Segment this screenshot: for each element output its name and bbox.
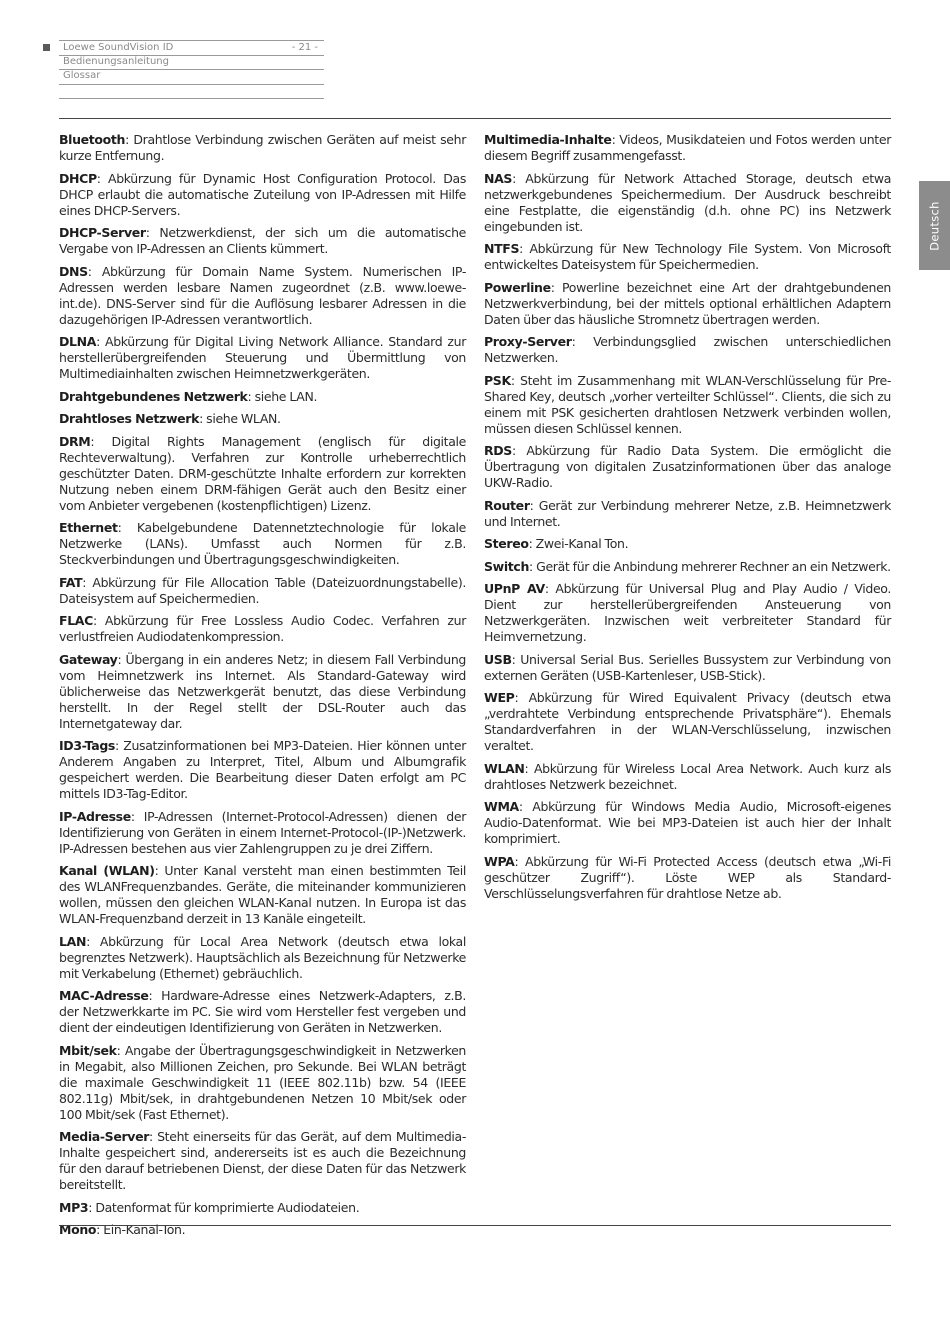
- glossary-entry: [484, 690, 891, 754]
- glossary-term: Mbit/sek: [59, 1042, 117, 1058]
- glossary-term: DNS: [59, 263, 88, 279]
- glossary-definition: : Abkürzung für Dynamic Host Configuration Protocol. Das DHCP erlaubt die automatische Zuteilung von IP-Adressen mit Hilfe eines DHCP-Servers.: [59, 170, 466, 218]
- glossary-definition: : siehe WLAN.: [199, 411, 281, 426]
- glossary-definition: : Abkürzung für New Technology File System. Von Microsoft entwickeltes Dateisystem für Speichermedien.: [484, 241, 891, 272]
- header-rule: [59, 84, 324, 85]
- header-chapter: Glossar: [63, 70, 101, 81]
- header-bullet: [43, 44, 50, 51]
- glossary-term: Mono: [59, 1222, 97, 1237]
- glossary-entry: [59, 1129, 466, 1193]
- glossary-definition: : Abkürzung für Wi-Fi Protected Access (deutsch etwa „Wi-Fi geschützer Zugriff“). Löste WEP als Standard-Verschlüsselungsverfahren für drahtlose Netze ab.: [484, 853, 891, 901]
- glossary-term: PSK: [484, 372, 511, 388]
- glossary-entry: [59, 334, 466, 382]
- glossary-entry: [59, 1043, 466, 1123]
- glossary-entry: [59, 434, 466, 514]
- glossary-entry: [59, 809, 466, 857]
- glossary-definition: : Drahtlose Verbindung zwischen Geräten auf meist sehr kurze Entfernung.: [59, 132, 466, 163]
- glossary-definition: : Gerät zur Verbindung mehrerer Netze, z.B. Heimnetzwerk und Internet.: [484, 497, 891, 529]
- glossary-term: DHCP-Server: [59, 225, 146, 240]
- glossary-term: Powerline: [484, 279, 551, 295]
- glossary-entry: [484, 373, 891, 437]
- glossary-term: Stereo: [484, 536, 529, 551]
- glossary-term: Multimedia-Inhalte: [484, 132, 612, 147]
- glossary-term: DRM: [59, 433, 91, 449]
- glossary-entry: [484, 559, 891, 575]
- glossary-definition: : Hardware-Adresse eines Netzwerk-Adapters, z.B. der Netzwerkkarte im PC. Sie wird vom Hersteller fest vergeben und dient der eindeutigen Identifizierung von Geräten in Netzwerken.: [59, 988, 466, 1035]
- glossary-entry: [484, 761, 891, 793]
- glossary-term: IP-Adresse: [59, 808, 131, 824]
- glossary-term: Router: [484, 497, 530, 513]
- glossary-entry: [59, 225, 466, 257]
- glossary-entry: [484, 536, 891, 552]
- glossary-definition: : Abkürzung für Radio Data System. Die ermöglicht die Übertragung von digitalen Zusatzinformationen über das analoge UKW-Radio.: [484, 443, 891, 490]
- glossary-definition: : Videos, Musikdateien und Fotos werden unter diesem Begriff zusammengefasst.: [484, 132, 891, 163]
- glossary-definition: : Abkürzung für Windows Media Audio, Microsoft-eigenes Audio-Datenformat. Wie bei MP3-Dateien ist auch hier der Inhalt komprimiert.: [484, 799, 891, 846]
- glossary-term: NAS: [484, 170, 513, 186]
- glossary-definition: : Abkürzung für Wireless Local Area Network. Auch kurz als drahtloses Netzwerk bezeichnet.: [484, 760, 891, 792]
- glossary-entry: [59, 1200, 466, 1216]
- glossary-term: Bluetooth: [59, 132, 126, 147]
- glossary-definition: : Digital Rights Management (englisch für digitale Rechteverwaltung). Verfahren zur Kontrolle urheberrechtlich geschützter Daten. DRM-geschützte Inhalte erfordern zur korrekten Nutzung neben einem DRM-fähigen Gerät auch den Besitz einer vom Anbieter vergebenen (kostenpflichtigen) Lizenz.: [59, 433, 466, 513]
- glossary-term: Gateway: [59, 651, 118, 667]
- glossary-definition: : Abkürzung für Digital Living Network Alliance. Standard zur herstellerübergreifenden Steuerung und Übermittlung von Multimediainhalten zwischen Heimnetzwerkgeräten.: [59, 334, 466, 381]
- glossary-entry: [59, 171, 466, 219]
- glossary-right-column: [484, 132, 891, 908]
- glossary-entry: [59, 520, 466, 568]
- glossary-entry: [59, 264, 466, 328]
- glossary-term: Media-Server: [59, 1129, 150, 1144]
- language-tab[interactable]: [919, 181, 950, 270]
- glossary-term: Switch: [484, 558, 530, 574]
- glossary-definition: : Kabelgebundene Datennetztechnologie für lokale Netzwerke (LANs). Umfasst auch Normen für z.B. Steckverbindungen und Übertragungsgeschwindigkeiten.: [59, 520, 466, 567]
- glossary-term: LAN: [59, 933, 87, 949]
- glossary-definition: : Unter Kanal versteht man einen bestimmten Teil des WLANFrequenzbandes. Geräte, die miteinander kommunizieren wollen, müssen den gleichen WLAN-Kanal nutzen. In Europa ist das WLAN-Frequenzband derzeit in 13 Kanäle eingeteilt.: [59, 863, 466, 926]
- glossary-definition: : Netzwerkdienst, der sich um die automatische Vergabe von IP-Adressen an Clients kümmert.: [59, 225, 466, 256]
- glossary-entry: [484, 652, 891, 684]
- glossary-definition: : Datenformat für komprimierte Audiodateien.: [88, 1199, 360, 1215]
- glossary-term: WMA: [484, 799, 519, 814]
- glossary-term: FLAC: [59, 613, 93, 628]
- glossary-term: DHCP: [59, 170, 97, 186]
- glossary-entry: [484, 171, 891, 235]
- header-product-row: [63, 42, 318, 54]
- glossary-entry: [59, 652, 466, 732]
- glossary-definition: : Zusatzinformationen bei MP3-Dateien. Hier können unter Anderem Angaben zu Interpret, Titel, Album und Albumgrafik gespeichert werden. Die Bearbeitung dieser Daten erfolgt am PC mittels ID3-Tag-Editor.: [59, 738, 466, 801]
- glossary-definition: : Ein-Kanal-Ton.: [96, 1222, 186, 1237]
- glossary-entry: [484, 280, 891, 328]
- glossary-definition: : Abkürzung für Domain Name System. Numerischen IP-Adressen werden lesbare Namen zugeordnet (z.B. www.loewe-int.de). DNS-Server sind für die Auflösung lesbarer Adressen in die dazugehörigen IP-Adressen verantwortlich.: [59, 263, 466, 327]
- glossary-term: USB: [484, 651, 512, 667]
- glossary-term: WPA: [484, 853, 515, 869]
- glossary-entry: [59, 389, 466, 405]
- glossary-term: Drahtgebundenes Netzwerk: [59, 388, 248, 404]
- glossary-entry: [59, 575, 466, 607]
- glossary-definition: : Steht einerseits für das Gerät, auf dem Multimedia-Inhalte gespeichert sind, andererseits ist es auch die Bezeichnung für den darauf betriebenen Dienst, der diese Daten für das Netzwerk bereitstellt.: [59, 1129, 466, 1192]
- glossary-definition: : Verbindungsglied zwischen unterschiedlichen Netzwerken.: [484, 334, 891, 365]
- glossary-entry: [484, 241, 891, 273]
- glossary-term: MAC-Adresse: [59, 988, 149, 1003]
- glossary-entry: [59, 988, 466, 1036]
- glossary-definition: : Steht im Zusammenhang mit WLAN-Verschlüsselung für Pre-Shared Key, deutsch „vorher verteilter Schlüssel“. Clients, die sich zu einem mit PSK gesicherten drahtlosen Netzwerk verbinden wollen, müssen diesen Schlüssel kennen.: [484, 372, 891, 436]
- glossary-definition: : Zwei-Kanal Ton.: [528, 536, 629, 551]
- glossary-term: WLAN: [484, 760, 525, 776]
- glossary-definition: : Abkürzung für File Allocation Table (Dateizuordnungstabelle). Dateisystem auf Speichermedien.: [59, 574, 466, 606]
- glossary-term: FAT: [59, 574, 83, 590]
- header-section: Bedienungsanleitung: [63, 56, 169, 67]
- glossary-entry: [484, 334, 891, 366]
- glossary-term: ID3-Tags: [59, 738, 116, 753]
- glossary-entry: [59, 738, 466, 802]
- glossary-entry: [59, 863, 466, 927]
- header-rule: [59, 40, 324, 41]
- language-tab-label: Deutsch: [927, 200, 942, 251]
- glossary-entry: [484, 799, 891, 847]
- glossary-term: Proxy-Server: [484, 334, 572, 349]
- glossary-definition: : IP-Adressen (Internet-Protocol-Adressen) dienen der Identifizierung von Geräten in einem Internet-Protocol-(IP-)Netzwerk. IP-Adressen bestehen aus vier Zahlengruppen zu je drei Ziffern.: [59, 808, 466, 856]
- header-rule: [59, 98, 324, 99]
- glossary-definition: : Powerline bezeichnet eine Art der drahtgebundenen Netzwerkverbindung, bei der mittels optional erhältlichen Adaptern Daten über das häusliche Stromnetz übertragen werden.: [484, 279, 891, 327]
- glossary-entry: [484, 581, 891, 645]
- glossary-definition: : Angabe der Übertragungsgeschwindigkeit in Netzwerken in Megabit, also Millionen Zeichen, pro Sekunde. Bei WLAN beträgt die maximale Geschwindigkeit 11 (IEEE 802.11b) bzw. 54 (IEEE 802.11g) Mbit/sek, in drahtgebundenen Netzen 10 Mbit/sek oder 100 Mbit/sek (Fast Ethernet).: [59, 1042, 466, 1122]
- glossary-definition: : Gerät für die Anbindung mehrerer Rechner an ein Netzwerk.: [529, 558, 891, 574]
- glossary-term: Ethernet: [59, 520, 118, 535]
- page-number: - 21 -: [291, 42, 318, 53]
- header-product: Loewe SoundVision ID: [63, 42, 174, 53]
- glossary-entry: [59, 934, 466, 982]
- glossary-term: UPnP AV: [484, 581, 545, 596]
- glossary-term: RDS: [484, 443, 512, 458]
- glossary-definition: : Übergang in ein anderes Netz; in diesem Fall Verbindung vom Heimnetzwerk ins Internet. Als Standard-Gateway wird üblicherweise das Netzwerkgerät benutzt, das diese Verbindung herstellt. In der Regel stellt der DSL-Router auch das Internetgateway dar.: [59, 651, 466, 731]
- glossary-entry: [484, 498, 891, 530]
- glossary-term: Kanal (WLAN): [59, 863, 155, 878]
- glossary-term: NTFS: [484, 241, 520, 256]
- content-top-rule: [59, 118, 891, 119]
- glossary-term: WEP: [484, 690, 515, 705]
- glossary-entry: [484, 132, 891, 164]
- glossary-definition: : Abkürzung für Wired Equivalent Privacy (deutsch etwa „verdrahtete Verbindung entsprechende Privatsphäre“). Ehemals Standardverfahren in der WLAN-Verschlüsselung, inzwischen veraltet.: [484, 690, 891, 753]
- glossary-definition: : Universal Serial Bus. Serielles Bussystem zur Verbindung von externen Geräten (USB-Kartenleser, USB-Stick).: [484, 651, 891, 683]
- content-bottom-rule: [59, 1225, 891, 1226]
- glossary-definition: : Abkürzung für Network Attached Storage, deutsch etwa netzwerkgebundenes Speichermedium. Der Ausdruck beschreibt eine Festplatte, die eigenständig (d.h. ohne PC) ins Netzwerk eingebunden ist.: [484, 170, 891, 234]
- glossary-entry: [59, 411, 466, 427]
- glossary-entry: [484, 443, 891, 491]
- glossary-left-column: [59, 132, 466, 1245]
- glossary-term: DLNA: [59, 334, 97, 349]
- glossary-entry: [59, 132, 466, 164]
- glossary-term: MP3: [59, 1199, 89, 1215]
- glossary-definition: : siehe LAN.: [247, 388, 318, 404]
- glossary-definition: : Abkürzung für Universal Plug and Play Audio / Video. Dient zur herstellerübergreifenden Ansteuerung von Netzwerkgeräten. Inzwischen weit verbreiteter Standard für Heimvernetzung.: [484, 581, 892, 644]
- glossary-definition: : Abkürzung für Free Lossless Audio Codec. Verfahren zur verlustfreien Audiodatenkompression.: [59, 613, 466, 644]
- glossary-entry: [59, 613, 466, 645]
- glossary-definition: : Abkürzung für Local Area Network (deutsch etwa lokal begrenztes Netzwerk). Hauptsächlich als Bezeichnung für Netzwerke mit Verkabelung (Ethernet) gebräuchlich.: [59, 933, 466, 981]
- glossary-entry: [484, 854, 891, 902]
- glossary-term: Drahtloses Netzwerk: [59, 411, 200, 426]
